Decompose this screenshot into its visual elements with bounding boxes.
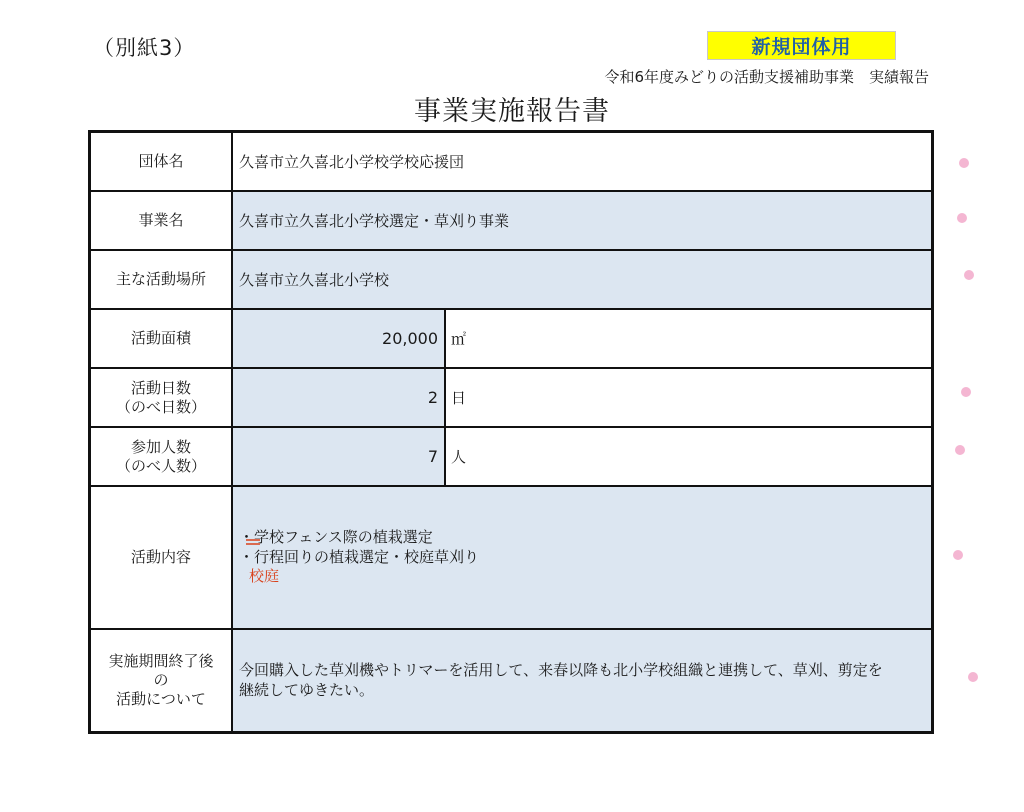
participants-field[interactable]: 7: [233, 428, 444, 485]
post-period-text-line2: 継続してゆきたい。: [239, 680, 375, 699]
project-name-label: 事業名: [91, 192, 231, 249]
group-name-label: 団体名: [91, 133, 231, 190]
post-period-label-line3: 活動について: [116, 689, 206, 708]
participants-label-line1: 参加人数: [130, 437, 191, 456]
days-field[interactable]: 2: [233, 369, 444, 426]
post-period-label-line1: 実施期間終了後: [108, 652, 214, 671]
activity-line-2: ・行程回りの植栽選定・校庭草刈り: [239, 547, 480, 566]
area-unit: ㎡: [446, 310, 931, 367]
days-label: [91, 369, 231, 426]
margin-dot-1: [959, 158, 969, 168]
days-unit: 日: [446, 369, 931, 426]
page-title: 事業実施報告書: [414, 96, 610, 127]
margin-dot-5: [955, 445, 965, 455]
participants-unit: 人: [446, 428, 931, 485]
area-label: 活動面積: [91, 310, 231, 367]
margin-dot-2: [957, 213, 967, 223]
participants-label-line2: （のべ人数）: [115, 456, 206, 475]
margin-dot-4: [961, 387, 971, 397]
location-field[interactable]: 久喜市立久喜北小学校: [233, 251, 931, 308]
activity-field[interactable]: [233, 487, 931, 628]
project-name-field[interactable]: 久喜市立久喜北小学校選定・草刈り事業: [233, 192, 931, 249]
activity-line-1: ・学校フェンス際の植栽選定: [239, 528, 433, 547]
activity-label: 活動内容: [91, 487, 231, 628]
activity-correction: 校庭: [249, 567, 280, 586]
area-field[interactable]: 20,000: [233, 310, 444, 367]
post-period-label-line2: の: [153, 671, 169, 690]
margin-dot-3: [964, 270, 974, 280]
participants-label: [91, 428, 231, 485]
location-label: 主な活動場所: [91, 251, 231, 308]
days-label-line1: 活動日数: [130, 378, 191, 397]
post-period-label: [91, 630, 231, 731]
report-subtitle: 令和6年度みどりの活動支援補助事業 実績報告: [604, 68, 929, 86]
group-name-field[interactable]: 久喜市立久喜北小学校学校応援団: [233, 133, 931, 190]
report-form-table: [88, 130, 934, 734]
margin-dot-7: [968, 672, 978, 682]
new-group-badge: 新規団体用: [707, 31, 896, 60]
post-period-field[interactable]: [233, 630, 931, 731]
days-label-line2: （のべ日数）: [115, 397, 206, 416]
post-period-text-line1: 今回購入した草刈機やトリマーを活用して、来春以降も北小学校組織と連携して、草刈、剪定を: [239, 661, 883, 679]
attachment-label: （別紙3）: [93, 36, 196, 60]
margin-dot-6: [953, 550, 963, 560]
